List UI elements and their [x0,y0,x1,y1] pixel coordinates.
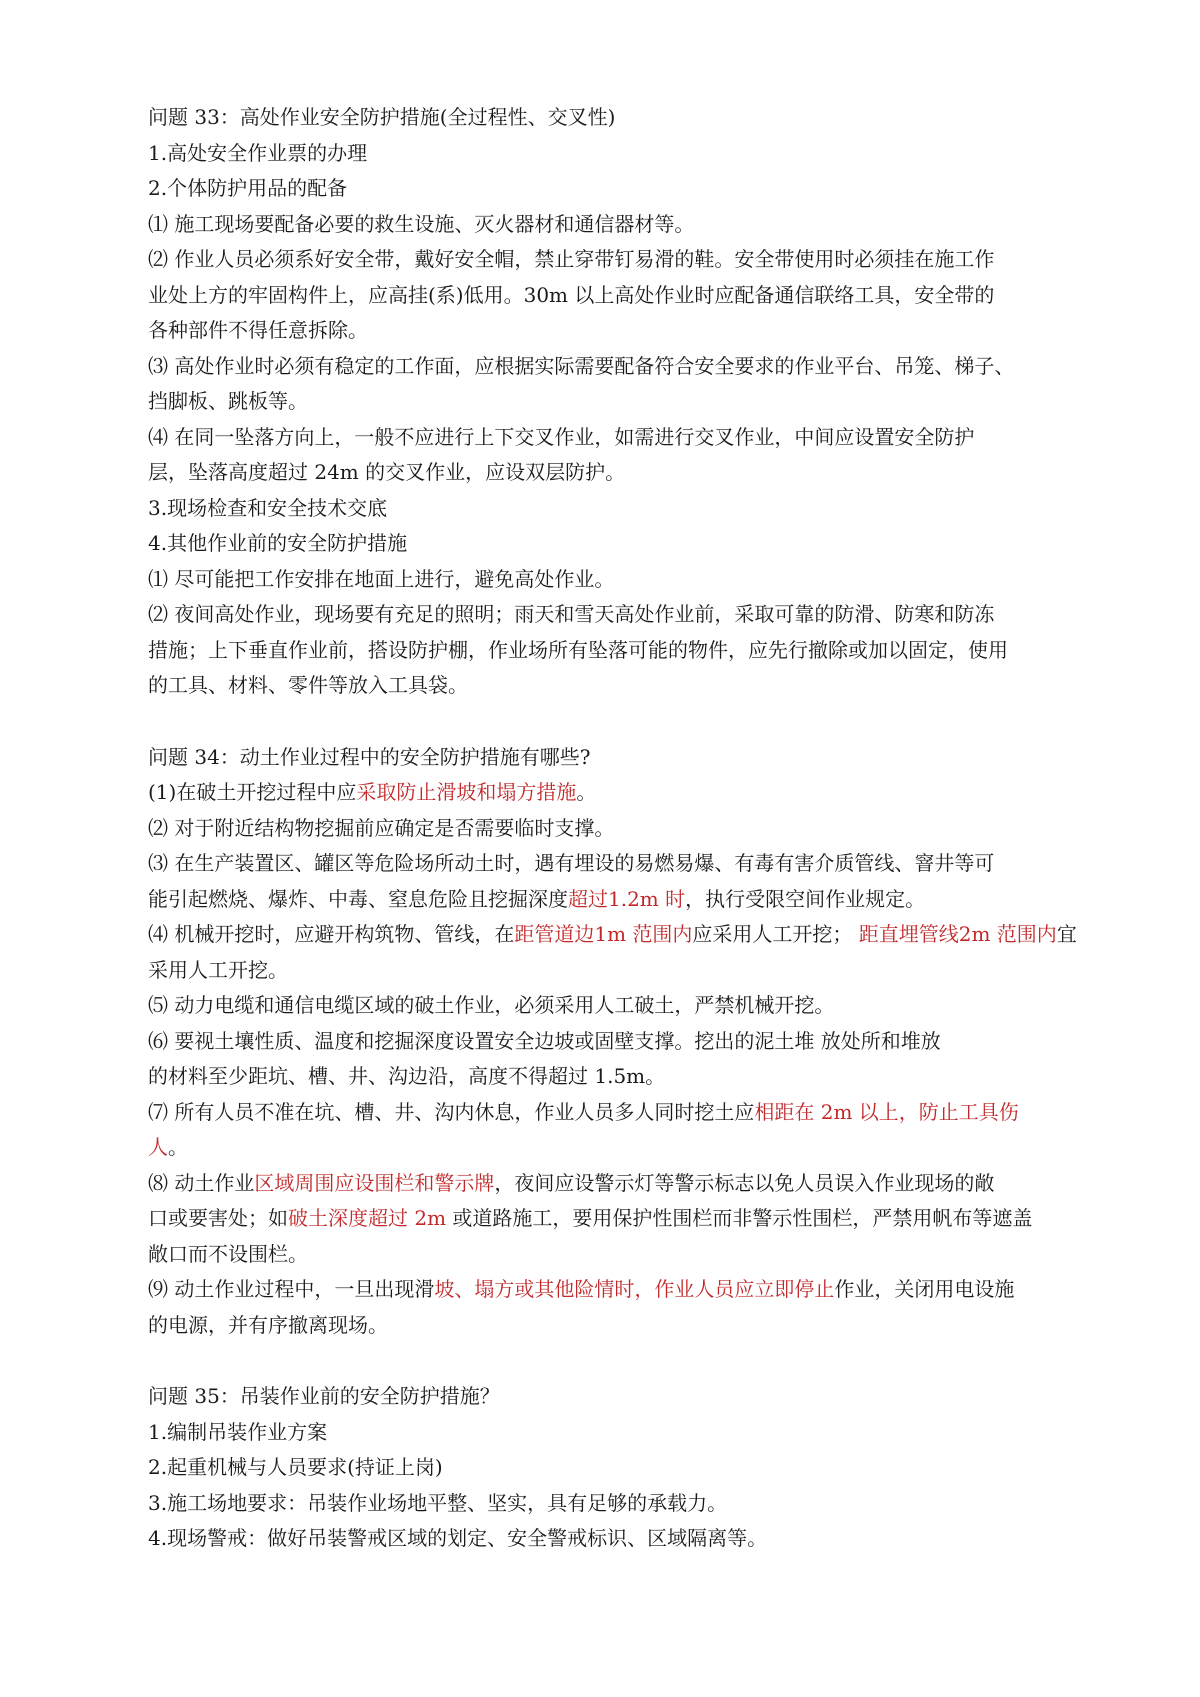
text-segment: (1)在破土开挖过程中应 [148,780,357,804]
text-segment: 问题 34：动土作业过程中的安全防护措施有哪些? [148,744,591,769]
highlighted-text: 距直埋管线2m 范围内 [858,922,1057,946]
text-line [148,349,1068,385]
highlighted-text: 采取防止滑坡和塌方措施 [356,780,577,804]
text-line [148,811,1068,847]
highlighted-text: 人 [148,1135,168,1159]
text-line [148,491,1068,527]
text-segment: 能引起燃烧、爆炸、中毒、窒息危险且挖掘深度 [148,886,568,911]
text-segment: 措施；上下垂直作业前，搭设防护棚，作业场所有坠落可能的物件，应先行撤除或加以固定，使用 [148,637,1008,662]
text-segment: 宜 [1056,922,1077,946]
text-line [148,1059,1068,1095]
text-line [148,1450,1068,1486]
text-segment: ⑴ 施工现场要配备必要的救生设施、灭火器材和通信器材等。 [148,211,695,236]
text-line [148,455,1068,491]
highlighted-text: 区域周围应设围栏和警示牌 [254,1170,495,1195]
text-line [148,988,1068,1024]
text-segment: 问题 35：吊装作业前的安全防护措施？ [148,1384,500,1408]
text-segment: 应采用人工开挖； [692,922,859,946]
text-line [148,1166,1068,1202]
text-segment: 挡脚板、跳板等。 [148,389,308,413]
text-segment: 2.起重机械与人员要求(持证上岗) [148,1455,443,1479]
document-body [148,100,1077,1557]
text-segment: 作业，关闭用电设施 [834,1277,1015,1301]
text-line [148,917,1077,953]
question-heading [148,100,1068,136]
text-segment: 3.施工场地要求：吊装作业场地平整、坚实，具有足够的承载力。 [148,1490,728,1515]
text-line [148,1486,1068,1522]
text-segment: ⑶ 高处作业时必须有稳定的工作面，应根据实际需要配备符合安全要求的作业平台、吊笼、梯子、 [148,353,1015,378]
text-line [148,1521,1068,1557]
text-segment: ⑵ 夜间高处作业，现场要有充足的照明；雨天和雪天高处作业前，采取可靠的防滑、防寒和防冻 [148,602,995,626]
text-segment: 4.现场警戒：做好吊装警戒区域的划定、安全警戒标识、区域隔离等。 [148,1526,768,1550]
text-segment: ⑵ 作业人员必须系好安全带，戴好安全帽，禁止穿带钉易滑的鞋。安全带使用时必须挂在施工作 [148,247,995,271]
highlighted-text: 超过1.2m 时 [568,886,686,911]
highlighted-text: 距管道边1m 范围内 [514,922,693,946]
text-segment: ⑶ 在生产装置区、罐区等危险场所动土时，遇有埋设的易燃易爆、有毒有害介质管线、窨井等可 [148,851,995,875]
text-line [148,1201,1068,1237]
text-line [148,1024,1068,1060]
section-gap [148,704,1068,740]
text-line [148,846,1068,882]
text-line [148,207,1068,243]
highlighted-text: 相距在 2m 以上，防止工具伤 [754,1099,1019,1124]
text-line [148,633,1068,669]
text-line [148,313,1068,349]
text-line [148,882,1068,918]
text-segment: ⑻ 动土作业 [148,1170,255,1195]
text-segment: ，夜间应设警示灯等警示标志以免人员误入作业现场的敞 [494,1170,995,1195]
text-line [148,1415,1068,1451]
question-section-35 [148,1379,1068,1557]
text-segment: 层，坠落高度超过 24m 的交叉作业，应设双层防护。 [148,460,626,484]
text-line [148,775,1068,811]
text-segment: ⑼ 动土作业过程中，一旦出现滑 [148,1277,435,1301]
text-segment: 采用人工开挖。 [148,957,288,982]
text-segment: 。 [168,1135,188,1159]
text-segment: 3.现场检查和安全技术交底 [148,495,388,520]
question-heading [148,1379,1068,1415]
text-line [148,562,1068,598]
text-line [148,1095,1068,1131]
text-segment: ⑴ 尽可能把工作安排在地面上进行，避免高处作业。 [148,566,615,591]
text-line [148,1237,1068,1273]
text-segment: 问题 33：高处作业安全防护措施(全过程性、交叉性) [148,105,616,129]
question-section-33 [148,100,1068,704]
text-line [148,1308,1068,1344]
text-line [148,597,1068,633]
text-segment: ⑷ 机械开挖时，应避开构筑物、管线，在 [148,922,515,946]
section-gap [148,1343,1068,1379]
text-segment: 或道路施工，要用保护性围栏而非警示性围栏，严禁用帆布等遮盖 [446,1206,1033,1230]
text-segment: 1.编制吊装作业方案 [148,1419,328,1444]
text-segment: 2.个体防护用品的配备 [148,176,348,200]
text-segment: ⑷ 在同一坠落方向上，一般不应进行上下交叉作业，如需进行交叉作业，中间应设置安全防护 [148,424,975,449]
text-segment: ，执行受限空间作业规定。 [685,886,926,911]
text-segment: 敞口而不设围栏。 [148,1241,308,1266]
text-line [148,953,1068,989]
text-segment: 的电源，并有序撤离现场。 [148,1312,388,1337]
text-line [148,668,1068,704]
question-heading [148,740,1068,776]
text-line [148,1272,1068,1308]
text-segment: 的工具、材料、零件等放入工具袋。 [148,673,468,697]
text-line [148,171,1068,207]
text-line [148,526,1068,562]
text-segment: ⑸ 动力电缆和通信电缆区域的破土作业，必须采用人工破土，严禁机械开挖。 [148,993,835,1017]
text-segment: 1.高处安全作业票的办理 [148,140,368,165]
text-segment: 业处上方的牢固构件上，应高挂(系)低用。30m 以上高处作业时应配备通信联络工具，安全带的 [148,282,995,307]
text-line [148,420,1068,456]
highlighted-text: 破土深度超过 2m [288,1206,447,1230]
text-line [148,384,1068,420]
text-segment: 4.其他作业前的安全防护措施 [148,531,408,555]
text-segment: 各种部件不得任意拆除。 [148,318,368,342]
text-segment: ⑹ 要视土壤性质、温度和挖掘深度设置安全边坡或固壁支撑。挖出的泥土堆 放处所和堆放 [148,1028,941,1053]
text-segment: ⑵ 对于附近结构物挖掘前应确定是否需要临时支撑。 [148,815,615,840]
highlighted-text: 坡、塌方或其他险情时，作业人员应立即停止 [434,1277,835,1301]
text-line [148,242,1068,278]
text-line [148,136,1068,172]
text-segment: ⑺ 所有人员不准在坑、槽、井、沟内休息，作业人员多人同时挖土应 [148,1099,755,1124]
text-line [148,278,1068,314]
question-section-34 [148,740,1077,1344]
text-segment: 口或要害处；如 [148,1206,288,1230]
text-segment: 的材料至少距坑、槽、井、沟边沿，高度不得超过 1.5m。 [148,1064,666,1088]
text-segment: 。 [576,780,597,804]
text-line [148,1130,1068,1166]
